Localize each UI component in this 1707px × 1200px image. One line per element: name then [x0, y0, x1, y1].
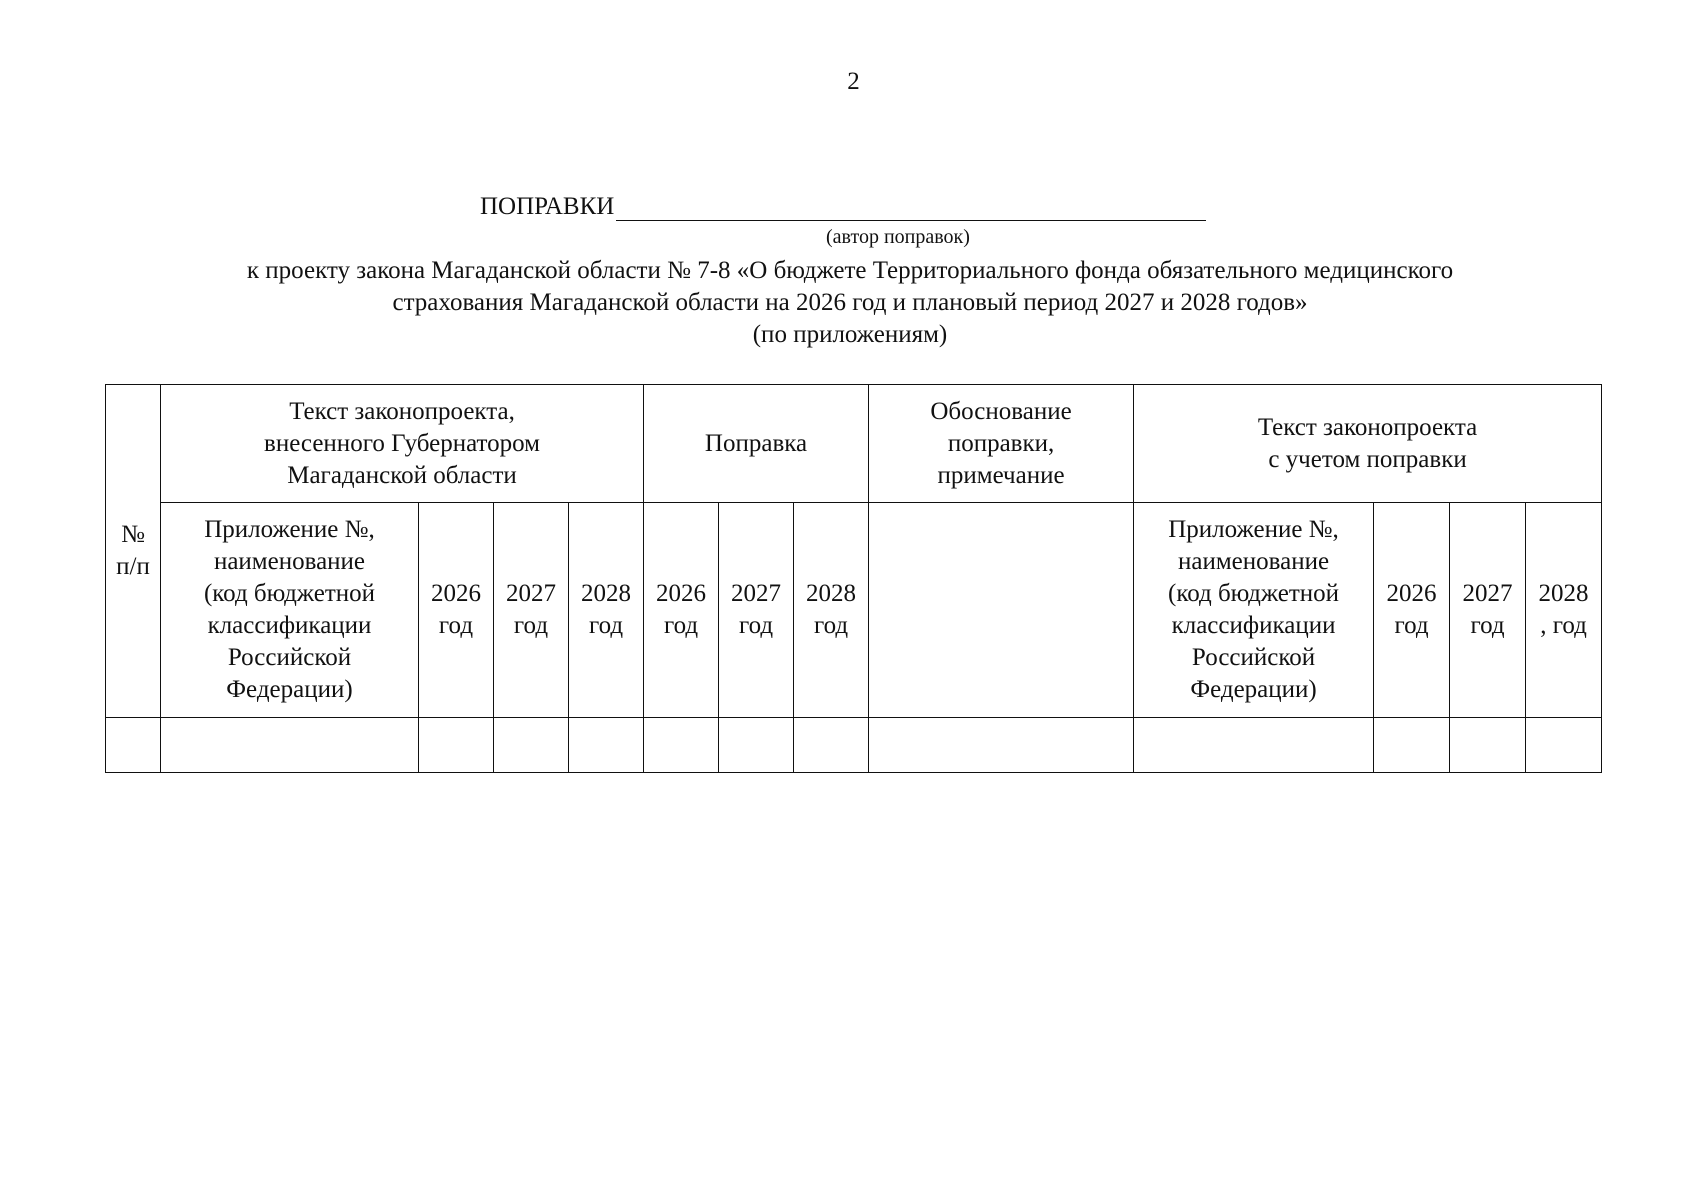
amendments-table	[105, 384, 1602, 773]
table-cell	[644, 718, 719, 773]
header-justification-empty	[869, 503, 1134, 718]
title-line	[480, 193, 1206, 221]
header-year-2026-amendment	[644, 503, 719, 718]
header-line: примечание	[937, 461, 1065, 489]
year-unit: год	[663, 612, 699, 639]
table-cell	[419, 718, 494, 773]
subtitle-line: страхования Магаданской области на 2026 год и плановый период 2027 и 2028 годов»	[392, 289, 1308, 316]
header-line: п/п	[116, 553, 150, 580]
header-line: Федерации)	[1190, 676, 1317, 703]
header-appendix-amended	[1134, 503, 1374, 718]
year-unit: год	[513, 612, 549, 639]
year-label: 2028	[1538, 580, 1589, 607]
header-appendix-original	[161, 503, 419, 718]
header-line: Текст законопроекта	[1257, 413, 1478, 441]
header-year-2026-original	[419, 503, 494, 718]
header-line: наименование	[1177, 548, 1330, 575]
header-line: №	[121, 521, 145, 548]
table-cell	[1526, 718, 1602, 773]
year-unit: год	[588, 612, 624, 639]
author-caption: (автор поправок)	[826, 226, 970, 248]
header-line: Текст законопроекта,	[289, 397, 515, 425]
header-year-2028-amended	[1526, 503, 1602, 718]
header-amended-text	[1134, 385, 1602, 503]
header-line: Приложение №,	[1168, 516, 1339, 543]
table-cell	[794, 718, 869, 773]
header-year-2028-amendment	[794, 503, 869, 718]
year-unit: год	[813, 612, 849, 639]
year-label: 2026	[656, 580, 707, 607]
year-label: 2027	[1462, 580, 1513, 607]
table-cell	[494, 718, 569, 773]
table-cell	[869, 718, 1134, 773]
header-line: поправки,	[947, 429, 1055, 457]
document-subtitle	[140, 255, 1560, 351]
table-cell	[1374, 718, 1450, 773]
year-unit: год	[438, 612, 474, 639]
header-line: Магаданской области	[287, 461, 517, 489]
header-line: Обоснование	[930, 397, 1072, 425]
table-cell	[161, 718, 419, 773]
page-number: 2	[847, 68, 860, 95]
table-cell	[569, 718, 644, 773]
header-amendment	[644, 385, 869, 503]
table-cell	[1450, 718, 1526, 773]
header-row-number	[106, 385, 161, 718]
document-title: ПОПРАВКИ	[480, 193, 615, 220]
table-header-row	[106, 385, 1602, 503]
header-original-text	[161, 385, 644, 503]
header-line: Российской	[1191, 644, 1316, 671]
subtitle-line: к проекту закона Магаданской области № 7-8 «О бюджете Территориального фонда обязательного медицинского	[246, 257, 1454, 284]
table-cell	[106, 718, 161, 773]
header-year-2026-amended	[1374, 503, 1450, 718]
header-line: с учетом поправки	[1268, 445, 1467, 473]
year-label: 2026	[1386, 580, 1437, 607]
header-year-2027-amendment	[719, 503, 794, 718]
table-cell	[1134, 718, 1374, 773]
header-line: Российской	[227, 644, 352, 671]
header-line: (код бюджетной	[1168, 580, 1340, 607]
header-line: Приложение №,	[204, 516, 375, 543]
year-unit: , год	[1540, 612, 1587, 639]
subtitle-line: (по приложениям)	[752, 321, 948, 348]
year-unit: год	[1394, 612, 1429, 639]
year-label: 2026	[431, 580, 481, 607]
header-year-2028-original	[569, 503, 644, 718]
table-cell	[719, 718, 794, 773]
header-line: классификации	[1171, 612, 1336, 639]
author-blank-line	[616, 198, 1206, 221]
year-label: 2027	[731, 580, 782, 607]
table-subheader-row	[106, 503, 1602, 718]
header-justification	[869, 385, 1134, 503]
year-label: 2028	[581, 580, 632, 607]
year-unit: год	[1470, 612, 1505, 639]
header-year-2027-original	[494, 503, 569, 718]
header-year-2027-amended	[1450, 503, 1526, 718]
header-line: (код бюджетной	[203, 580, 376, 607]
header-line: Федерации)	[226, 676, 353, 703]
header-line: внесенного Губернатором	[264, 429, 540, 457]
year-label: 2027	[506, 580, 556, 607]
header-line: наименование	[213, 548, 366, 575]
header-line: Поправка	[704, 429, 808, 457]
year-unit: год	[738, 612, 774, 639]
table-row	[106, 718, 1602, 773]
header-line: классификации	[207, 612, 372, 639]
year-label: 2028	[806, 580, 857, 607]
